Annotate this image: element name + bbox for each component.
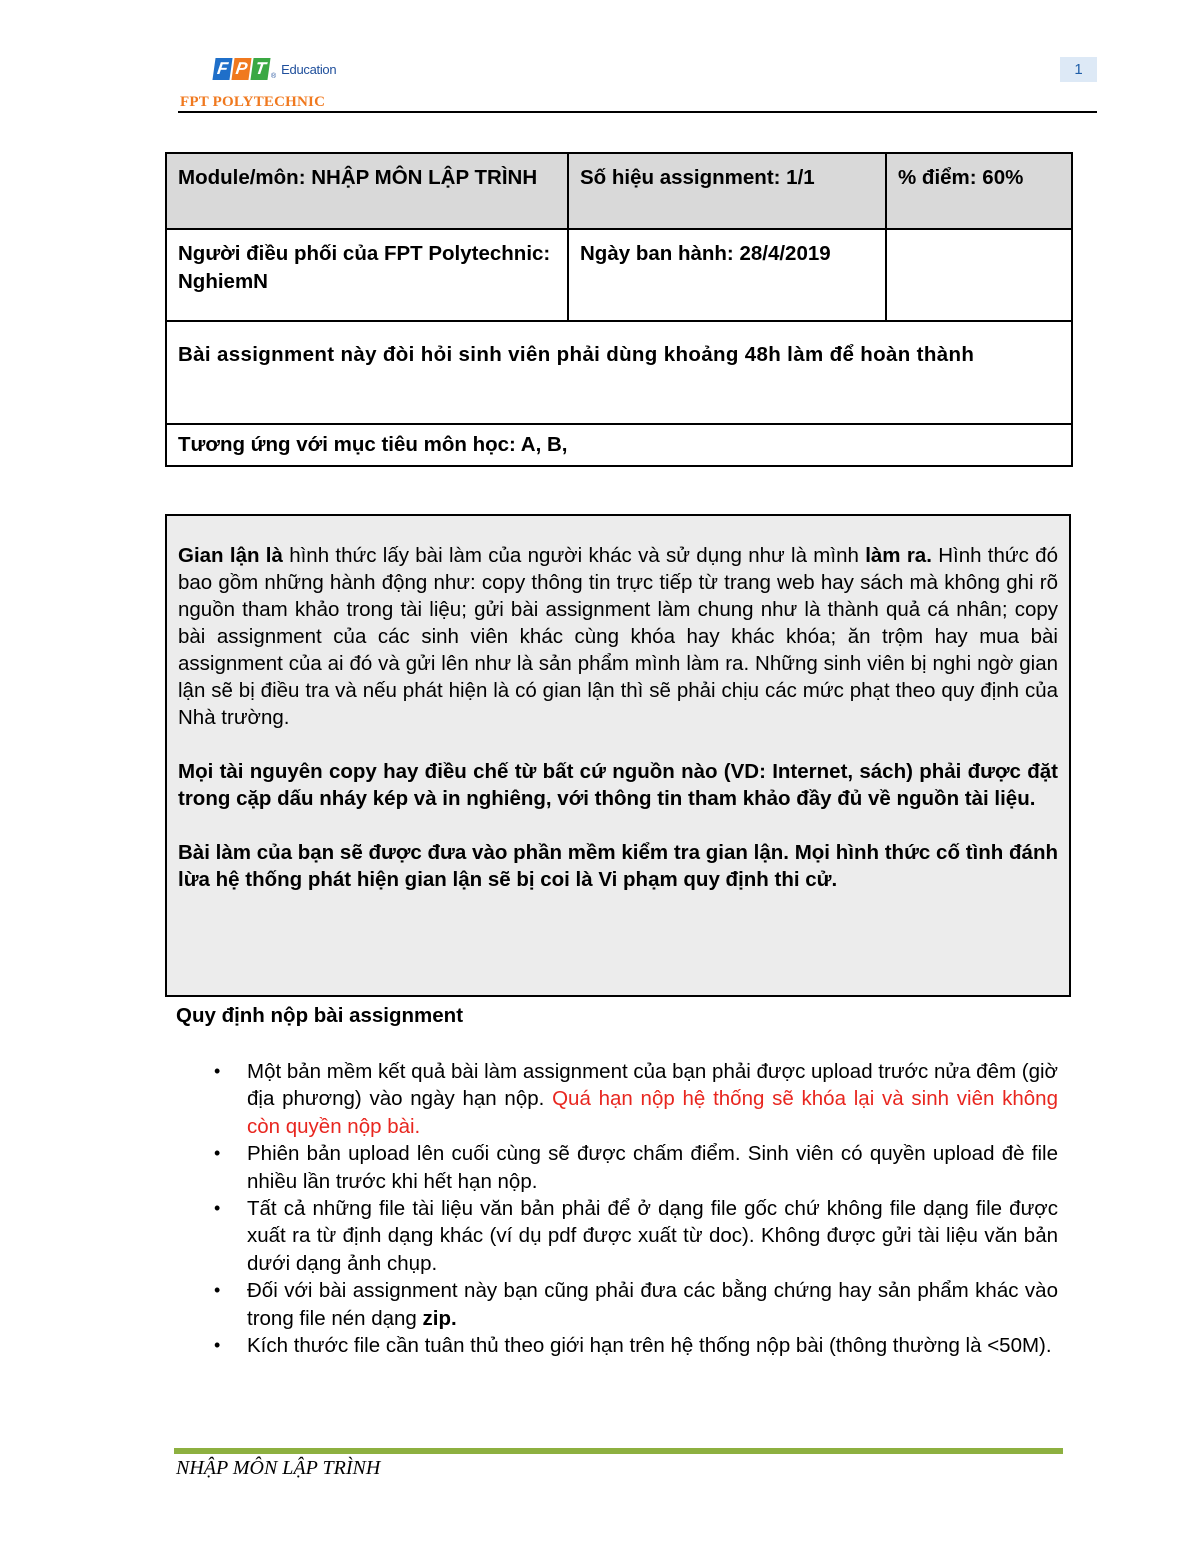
submission-rules-heading: Quy định nộp bài assignment [176, 1004, 464, 1027]
bullet-icon: • [214, 1143, 221, 1164]
bullet-icon: • [214, 1280, 221, 1301]
plagiarism-bold-phrase: làm ra. [865, 544, 932, 567]
plagiarism-text-a: hình thức lấy bài làm của người khác và sử dụng như là mình [282, 544, 866, 567]
rule-text: Tất cả những file tài liệu văn bản phải để ở dạng file gốc chứ không file dạng file được xuất ra từ định dạng khác (ví dụ pdf được xuất từ doc). Không được gửi tài liệu văn bản dưới dạng ảnh chụp. [247, 1197, 1058, 1275]
plagiarism-definition-paragraph [178, 542, 1058, 731]
plagiarism-term: Gian lận là [178, 544, 283, 567]
logo-registered-mark: ® [271, 73, 277, 80]
school-name: FPT POLYTECHNIC [180, 94, 326, 110]
bullet-icon: • [214, 1198, 221, 1219]
table-row [166, 229, 1072, 321]
rule-text: Kích thước file cần tuân thủ theo giới hạn trên hệ thống nộp bài (thông thường là <50M). [247, 1334, 1052, 1358]
plagiarism-warning-box [165, 514, 1071, 997]
logo-education-text: Education [281, 61, 337, 77]
list-item [176, 1058, 1058, 1140]
rule-text: Phiên bản upload lên cuối cùng sẽ được chấm điểm. Sinh viên có quyền upload đè file nhiều lần trước khi hết hạn nộp. [247, 1142, 1058, 1193]
submission-rules-list [176, 1058, 1058, 1359]
rule-text: Đối với bài assignment này bạn cũng phải đưa các bằng chứng hay sản phẩm khác vào trong file nén dạng [247, 1279, 1058, 1330]
table-row [166, 153, 1072, 229]
list-item [176, 1140, 1058, 1195]
citation-rule-paragraph: Mọi tài nguyên copy hay điều chế từ bất cứ nguồn nào (VD: Internet, sách) phải được đặt trong cặp dấu nháy kép và in nghiêng, với thông tin tham khảo đầy đủ về nguồn tài liệu. [178, 760, 1058, 810]
plagiarism-software-paragraph: Bài làm của bạn sẽ được đưa vào phần mềm kiểm tra gian lận. Mọi hình thức cố tình đánh lừa hệ thống phát hiện gian lận sẽ bị coi là Vi phạm quy định thi cử. [178, 841, 1058, 891]
assignment-info-table [165, 152, 1073, 467]
rule-text: Một bản mềm kết quả bài làm assignment của bạn phải được upload trước nửa đêm (giờ địa phương) vào ngày hạn nộp. [247, 1060, 1058, 1111]
bullet-icon: • [214, 1061, 221, 1081]
list-item [176, 1332, 1058, 1359]
module-cell: Module/môn: NHẬP MÔN LẬP TRÌNH [166, 153, 568, 229]
list-item [176, 1195, 1058, 1277]
zip-format-text: zip. [422, 1306, 457, 1330]
objectives-cell: Tương ứng với mục tiêu môn học: A, B, [166, 424, 1072, 466]
duration-cell: Bài assignment này đòi hỏi sinh viên phải dùng khoảng 48h làm để hoàn thành [166, 321, 1072, 424]
coordinator-cell: Người điều phối của FPT Polytechnic: NghiemN [166, 229, 568, 321]
footer-rule [174, 1448, 1063, 1454]
score-percent-cell: % điểm: 60% [886, 153, 1072, 229]
bullet-icon: • [214, 1335, 221, 1356]
deadline-warning-text: Quá hạn nộp hệ thống sẽ khóa lại và sinh viên không còn quyền nộp bài. [247, 1087, 1058, 1138]
footer-course-title: NHẬP MÔN LẬP TRÌNH [176, 1457, 381, 1479]
empty-cell [886, 229, 1072, 321]
page-number: 1 [1060, 57, 1097, 82]
logo-letter-f: F [212, 58, 232, 80]
plagiarism-text-b: Hình thức đó bao gồm những hành động như: copy thông tin trực tiếp từ trang web hay sách mà không ghi rõ nguồn tham khảo trong tài liệu; gửi bài assignment làm chung như là thành quả cá nhân; copy bài assignment của các sinh viên khác cùng khóa hay khác khóa; ăn trộm hay mua bài assignment của ai đó và gửi lên như là sản phẩm mình làm ra. Những sinh viên bị nghi ngờ gian lận sẽ bị điều tra và nếu phát hiện là có gian lận thì sẽ phải chịu các mức phạt theo quy định của Nhà trường. [178, 544, 1058, 729]
list-item [176, 1277, 1058, 1332]
issue-date-cell: Ngày ban hành: 28/4/2019 [568, 229, 886, 321]
logo-letter-t: T [250, 58, 270, 80]
assignment-number-cell: Số hiệu assignment: 1/1 [568, 153, 886, 229]
fpt-education-logo [214, 56, 336, 82]
table-row [166, 424, 1072, 466]
logo-letter-p: P [231, 58, 251, 80]
header-rule [178, 111, 1097, 113]
table-row [166, 321, 1072, 424]
